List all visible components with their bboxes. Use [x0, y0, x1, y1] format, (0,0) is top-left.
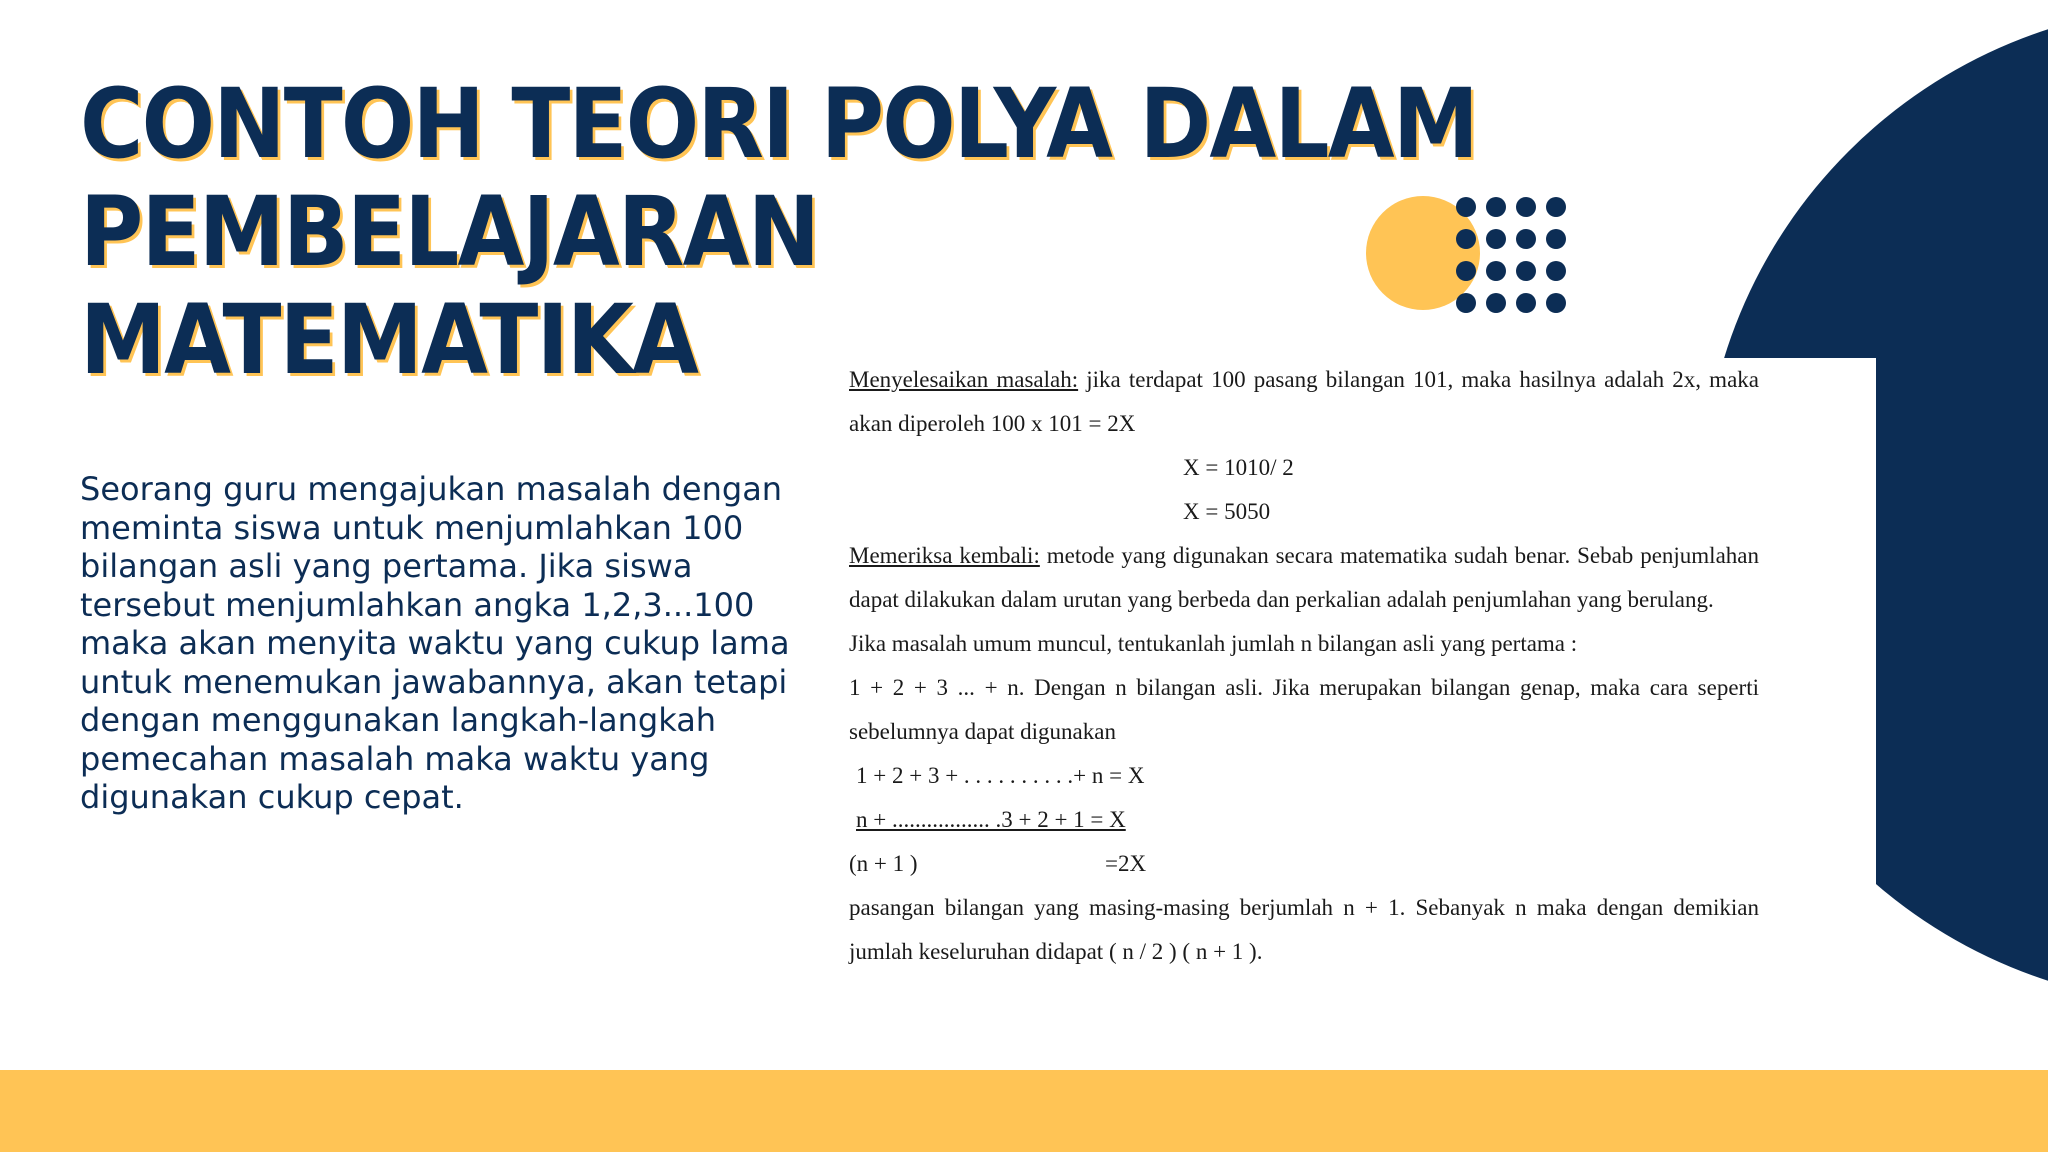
- grid-dot: [1486, 293, 1506, 313]
- sum-result-left: (n + 1 ): [849, 851, 918, 876]
- review-label: Memeriksa kembali:: [849, 543, 1040, 568]
- grid-dot: [1516, 197, 1536, 217]
- grid-dot: [1516, 261, 1536, 281]
- grid-dot: [1456, 197, 1476, 217]
- title-line-2: PEMBELAJARAN: [80, 176, 819, 288]
- grid-dot: [1486, 197, 1506, 217]
- equation-2: X = 5050: [1183, 499, 1271, 524]
- sum-result: [849, 842, 1759, 886]
- equation-1: X = 1010/ 2: [1183, 455, 1294, 480]
- grid-dot: [1456, 229, 1476, 249]
- title-line-1: CONTOH TEORI POLYA DALAM: [80, 68, 1477, 180]
- grid-dot: [1516, 293, 1536, 313]
- grid-dot: [1456, 293, 1476, 313]
- sum-forward: 1 + 2 + 3 + . . . . . . . . . .+ n = X: [856, 763, 1145, 788]
- yellow-bottom-band: [0, 1070, 2048, 1152]
- grid-dot: [1546, 229, 1566, 249]
- title-line-3: MATEMATIKA: [80, 284, 698, 396]
- dot-grid-decoration: [1456, 197, 1566, 307]
- review-text: metode yang digunakan secara matematika sudah benar. Sebab penjumlahan dapat dilakukan dalam urutan yang berbeda dan perkalian adalah penjumlahan yang berulang.: [849, 543, 1759, 612]
- review-paragraph: [849, 534, 1759, 622]
- grid-dot: [1546, 197, 1566, 217]
- grid-dot: [1486, 229, 1506, 249]
- grid-dot: [1546, 261, 1566, 281]
- grid-dot: [1516, 229, 1536, 249]
- slide-title: [80, 68, 1477, 396]
- grid-dot: [1456, 261, 1476, 281]
- grid-dot: [1546, 293, 1566, 313]
- intro-paragraph: Seorang guru mengajukan masalah dengan meminta siswa untuk menjumlahkan 100 bilangan asli yang pertama. Jika siswa tersebut menjumlahkan angka 1,2,3...100 maka akan menyita waktu yang cukup lama untuk menemukan jawabannya, akan tetapi dengan menggunakan langkah-langkah pemecahan masalah maka waktu yang digunakan cukup cepat.: [80, 470, 790, 816]
- sum-reverse: n + ................. .3 + 2 + 1 = X: [856, 807, 1126, 832]
- general-problem-line: Jika masalah umum muncul, tentukanlah jumlah n bilangan asli yang pertama :: [849, 631, 1578, 656]
- grid-dot: [1486, 261, 1506, 281]
- solve-text: jika terdapat 100 pasang bilangan 101, maka hasilnya adalah 2x, maka akan diperoleh 100 x 101 = 2X: [849, 367, 1759, 436]
- solve-paragraph: [849, 358, 1759, 446]
- series-paragraph: 1 + 2 + 3 ... + n. Dengan n bilangan asli. Jika merupakan bilangan genap, maka cara seperti sebelumnya dapat digunakan: [849, 675, 1759, 744]
- document-excerpt: [849, 358, 1759, 974]
- solve-label: Menyelesaikan masalah:: [849, 367, 1079, 392]
- conclusion-paragraph: pasangan bilangan yang masing-masing berjumlah n + 1. Sebanyak n maka dengan demikian jumlah keseluruhan didapat ( n / 2 ) ( n + 1 ).: [849, 895, 1759, 964]
- sum-result-right: =2X: [1105, 851, 1147, 876]
